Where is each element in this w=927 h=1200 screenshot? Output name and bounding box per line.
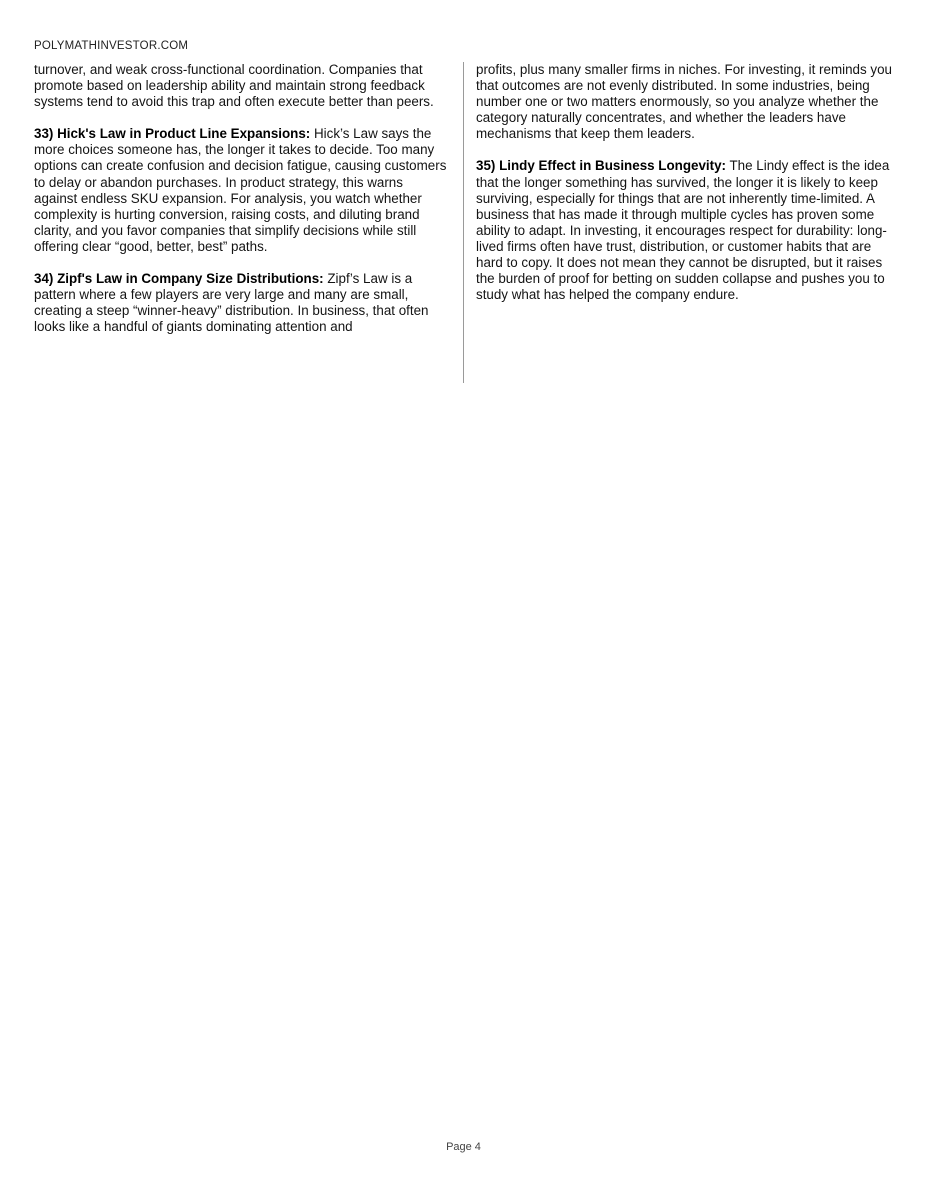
section-35-paragraph bbox=[476, 158, 894, 303]
section-34-paragraph bbox=[34, 271, 448, 335]
right-column bbox=[476, 62, 894, 319]
section-35-body: The Lindy effect is the idea that the longer something has survived, the longer it is likely to keep surviving, especially for things that are not inherently time-limited. A business that has made it through multiple cycles has proven some ability to adapt. In investing, it encourages respect for durability: long-lived firms often have trust, distribution, or customer habits that are hard to copy. It does not mean they cannot be disrupted, but it raises the burden of proof for betting on sudden collapse and pushes you to study what has helped the company endure. bbox=[476, 158, 890, 303]
section-34-body: Zipf’s Law is a pattern where a few players are very large and many are small, creating a steep “winner-heavy” distribution. In business, that often looks like a handful of giants dominating attention and bbox=[34, 271, 429, 335]
continuation-paragraph-left: turnover, and weak cross-functional coordination. Companies that promote based on leadership ability and maintain strong feedback systems tend to avoid this trap and often execute better than peers. bbox=[34, 62, 434, 110]
site-header: POLYMATHINVESTOR.COM bbox=[34, 40, 189, 52]
section-33-body: Hick’s Law says the more choices someone has, the longer it takes to decide. Too many options can create confusion and decision fatigue, causing customers to delay or abandon purchases. In product strategy, this warns against endless SKU expansion. For analysis, you watch whether complexity is hurting conversion, raising costs, and diluting brand clarity, and you favor companies that simplify decisions while still offering clear “good, better, best” paths. bbox=[34, 126, 447, 254]
continuation-paragraph-right: profits, plus many smaller firms in niches. For investing, it reminds you that outcomes are not evenly distributed. In some industries, being number one or two matters enormously, so you analyze whether the category naturally concentrates, and whether the leaders have mechanisms that keep them leaders. bbox=[476, 62, 892, 142]
section-33-term: 33) Hick's Law in Product Line Expansions: bbox=[34, 126, 311, 142]
section-33-paragraph bbox=[34, 126, 448, 255]
left-column bbox=[34, 62, 448, 351]
page-number: Page 4 bbox=[446, 1141, 481, 1153]
column-divider bbox=[463, 62, 464, 383]
section-34-term: 34) Zipf's Law in Company Size Distributions: bbox=[34, 271, 324, 287]
section-35-term: 35) Lindy Effect in Business Longevity: bbox=[476, 158, 727, 174]
